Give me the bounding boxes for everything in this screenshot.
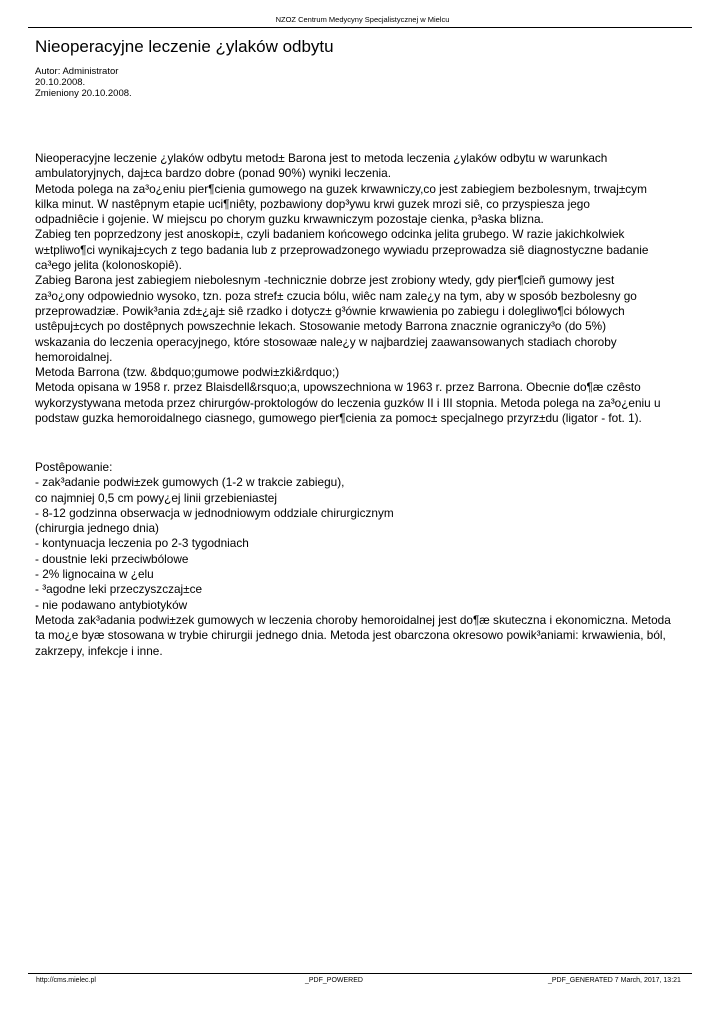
procedure-line: - ³agodne leki przeczyszczaj±ce (35, 582, 203, 597)
article-title: Nieoperacyjne leczenie ¿ylaków odbytu (35, 37, 334, 56)
footer-url: http://cms.mielec.pl (36, 977, 96, 984)
footer-divider (28, 973, 692, 974)
procedure-line: - 8-12 godzinna obserwacja w jednodniowym oddziale chirurgicznym (35, 505, 394, 520)
procedure-line: - zak³adanie podwi±zek gumowych (1-2 w trakcie zabiegu), (35, 475, 345, 490)
procedure-line: Metoda zak³adania podwi±zek gumowych w leczenia choroby hemoroidalnej jest do¶æ skuteczna i ekonomiczna. Metoda (35, 612, 671, 627)
body-line: hemoroidalnej. (35, 349, 113, 364)
article-body-procedure (35, 460, 695, 659)
page-header: NZOZ Centrum Medycyny Specjalistycznej w Mielcu (275, 15, 450, 24)
procedure-line: ta mo¿e byæ stosowana w trybie chirurgii jednego dnia. Metoda jest obarczona okresowo powik³aniami: krwawienia, ból, (35, 628, 666, 643)
procedure-line: - nie podawano antybiotyków (35, 597, 188, 612)
body-line: przeprowadziæ. Powik³ania zd±¿aj± siê rzadko i dotycz± g³ównie krwawienia po zabiegu i dolegliwo¶ci bólowych (35, 303, 625, 318)
procedure-line: - 2% lignocaina w ¿elu (35, 567, 154, 582)
body-line: Zabieg ten poprzedzony jest anoskopi±, czyli badaniem końcowego odcinka jelita grubego. W razie jakichkolwiek (35, 227, 625, 242)
article-body-main (35, 151, 695, 426)
article-meta (35, 66, 132, 99)
footer-powered: _PDF_POWERED (305, 977, 363, 984)
body-line: ca³ego jelita (kolonoskopiê). (35, 258, 182, 273)
body-line: Metoda Barrona (tzw. &bdquo;gumowe podwi±zki&rdquo;) (35, 365, 340, 380)
procedure-line: Postêpowanie: (35, 460, 113, 474)
body-line: wykorzystywana metoda przez chirurgów-proktologów do leczenia guzków II i III stopnia. Metoda polega na za³o¿eniu u (35, 395, 661, 410)
body-line: za³o¿ony odpowiednio wysoko, tzn. poza stref± czucia bólu, wiêc nam zale¿y na tym, aby w sposób bezbolesny go (35, 288, 637, 303)
header-divider (28, 27, 692, 28)
author-line: Autor: Administrator (35, 66, 119, 77)
body-line: ambulatoryjnych, daj±ca bardzo dobre (ponad 90%) wyniki leczenia. (35, 166, 391, 181)
procedure-line: - doustnie leki przeciwbólowe (35, 551, 189, 566)
body-line: Metoda opisana w 1958 r. przez Blaisdell&rsquo;a, upowszechniona w 1963 r. przez Barrona. Obecnie do¶æ czêsto (35, 380, 641, 395)
procedure-line: zakrzepy, infekcje i inne. (35, 643, 163, 658)
body-line: podstaw guzka hemoroidalnego ciasnego, gumowego pier¶cienia za pomoc± specjalnego przyrz±du (ligator - fot. 1). (35, 411, 642, 426)
body-line: Metoda polega na za³o¿eniu pier¶cienia gumowego na guzek krwawniczy,co jest zabiegiem bezbolesnym, trwaj±cym (35, 181, 647, 196)
footer-generated: _PDF_GENERATED 7 March, 2017, 13:21 (548, 977, 681, 984)
body-line: Nieoperacyjne leczenie ¿ylaków odbytu metod± Barona jest to metoda leczenia ¿ylaków odbytu w warunkach (35, 151, 608, 165)
procedure-line: - kontynuacja leczenia po 2-3 tygodniach (35, 536, 249, 551)
body-line: Zabieg Barona jest zabiegiem niebolesnym -technicznie dobrze jest zrobiony wtedy, gdy pier¶cieñ gumowy jest (35, 273, 615, 288)
procedure-line: co najmniej 0,5 cm powy¿ej linii grzebieniastej (35, 490, 277, 505)
body-line: ustêpuj±cych po dostêpnych powszechnie lekach. Stosowanie metody Barrona znacznie ograniczy³o (do 5%) (35, 319, 607, 334)
procedure-line: (chirurgia jednego dnia) (35, 521, 159, 536)
body-line: wskazania do leczenia operacyjnego, które stosowaæ nale¿y w najbardziej zaawansowanych stadiach choroby (35, 334, 617, 349)
body-line: w±tpliwo¶ci wynikaj±cych z tego badania lub z przeprowadzonego wywiadu przeprowadza siê diagnostyczne badanie (35, 242, 649, 257)
date-line: 20.10.2008. (35, 77, 86, 88)
body-line: kilka minut. W nastêpnym etapie uci¶niêty, pozbawiony dop³ywu krwi guzek mrozi siê, co przyspiesza jego (35, 196, 590, 211)
modified-line: Zmieniony 20.10.2008. (35, 88, 132, 99)
body-line: odpadniêcie i gojenie. W miejscu po chorym guzku krwawniczym pozostaje cienka, p³aska blizna. (35, 212, 544, 227)
